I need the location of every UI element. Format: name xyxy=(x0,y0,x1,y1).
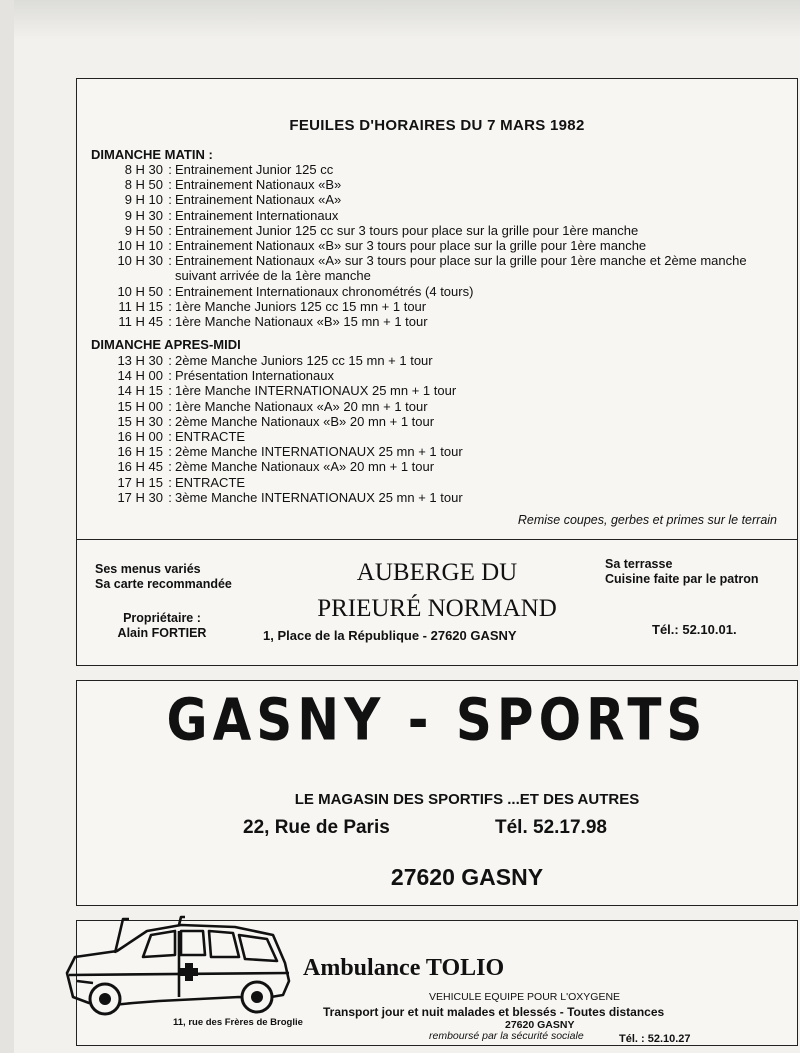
ambulance-transport-note: Transport jour et nuit malades et blessés - Toutes distances xyxy=(323,1005,665,1019)
schedule-time: 9 H 50 xyxy=(124,222,163,238)
ambulance-street: 11, rue des Frères de Broglie xyxy=(173,1017,303,1028)
schedule-row xyxy=(91,353,789,368)
ambulance-ad xyxy=(76,920,798,1046)
schedule-time: 10 H 30 xyxy=(117,253,163,269)
schedule-event: Entrainement Nationaux «B» sur 3 tours pour place sur la grille pour 1ère manche xyxy=(175,238,647,254)
schedule-event: Entrainement Nationaux «A» xyxy=(175,192,342,208)
time-separator: : xyxy=(168,162,172,177)
schedule-row xyxy=(91,192,789,207)
prizes-footnote: Remise coupes, gerbes et primes sur le terrain xyxy=(517,513,777,527)
page-left-edge xyxy=(0,0,14,1053)
schedule-event: Entrainement Internationaux xyxy=(175,207,339,223)
gasny-sports-ad xyxy=(76,680,798,906)
afternoon-heading: DIMANCHE APRES-MIDI xyxy=(91,337,241,352)
schedule-event: Présentation Internationaux xyxy=(175,368,334,384)
time-separator: : xyxy=(168,383,172,399)
time-separator: : xyxy=(168,222,172,238)
schedule-event: 1ère Manche Nationaux «A» 20 mn + 1 tour xyxy=(175,398,428,414)
schedule-time: 17 H 30 xyxy=(117,489,163,505)
auberge-features xyxy=(605,557,759,587)
schedule-row xyxy=(91,383,789,398)
schedule-event: ENTRACTE xyxy=(175,474,246,490)
ambulance-reimbursement: remboursé par la sécurité sociale xyxy=(429,1030,584,1042)
auberge-phone: Tél.: 52.10.01. xyxy=(652,622,737,637)
sports-city: 27620 GASNY xyxy=(390,864,544,890)
schedule-row xyxy=(91,223,789,238)
schedule-row xyxy=(91,399,789,414)
schedule-row xyxy=(91,414,789,429)
sports-tagline: LE MAGASIN DES SPORTIFS ...ET DES AUTRES xyxy=(294,791,640,808)
ambulance-oxygen-note: VEHICULE EQUIPE POUR L'OXYGENE xyxy=(429,991,621,1003)
time-separator: : xyxy=(168,398,172,414)
schedule-time: 9 H 30 xyxy=(124,207,163,223)
schedule-event: 2ème Manche Nationaux «A» 20 mn + 1 tour xyxy=(175,459,435,475)
schedule-time: 15 H 00 xyxy=(117,398,163,414)
time-separator: : xyxy=(168,283,172,299)
schedule-row xyxy=(91,314,789,329)
schedule-event: Entrainement Junior 125 cc sur 3 tours pour place sur la grille pour 1ère manche xyxy=(175,222,639,238)
time-separator: : xyxy=(168,368,172,384)
section-divider xyxy=(77,539,797,540)
schedule-event: Entrainement Nationaux «B» xyxy=(175,177,342,193)
schedule-event: Entrainement Junior 125 cc xyxy=(175,162,334,177)
schedule-time: 16 H 00 xyxy=(117,429,163,445)
auberge-address: 1, Place de la République - 27620 GASNY xyxy=(263,628,517,643)
schedule-time: 11 H 45 xyxy=(118,314,163,330)
auberge-menus-line: Ses menus variés xyxy=(95,562,201,576)
schedule-event: 1ère Manche Juniors 125 cc 15 mn + 1 tour xyxy=(175,298,427,314)
schedule-title: FEUILES D'HORAIRES DU 7 MARS 1982 xyxy=(289,117,585,134)
time-separator: : xyxy=(168,474,172,490)
schedule-time: 8 H 50 xyxy=(124,177,163,193)
schedule-row xyxy=(91,459,789,474)
time-separator: : xyxy=(168,177,172,193)
schedule-row xyxy=(91,444,789,459)
schedule-event: 2ème Manche Juniors 125 cc 15 mn + 1 tour xyxy=(175,353,433,368)
time-separator: : xyxy=(168,489,172,505)
time-separator: : xyxy=(168,238,172,254)
schedule-event: Entrainement Nationaux «A» sur 3 tours pour place sur la grille pour 1ère manche et 2ème manche suivant arrivée de la 1ère manche xyxy=(175,253,747,284)
sports-address: 22, Rue de Paris xyxy=(243,817,390,838)
schedule-event: 1ère Manche Nationaux «B» 15 mn + 1 tour xyxy=(175,314,428,330)
time-separator: : xyxy=(168,413,172,429)
schedule-time: 10 H 50 xyxy=(117,283,163,299)
ambulance-phone: Tél. : 52.10.27 xyxy=(619,1033,691,1045)
sports-phone: Tél. 52.17.98 xyxy=(495,817,607,838)
ambulance-car-icon xyxy=(63,911,293,1021)
schedule-time: 8 H 30 xyxy=(124,162,163,177)
auberge-carte-line: Sa carte recommandée xyxy=(95,577,232,591)
schedule-row xyxy=(91,299,789,314)
schedule-event: 2ème Manche Nationaux «B» 20 mn + 1 tour xyxy=(175,413,435,429)
schedule-time: 9 H 10 xyxy=(124,192,163,208)
schedule-time: 15 H 30 xyxy=(117,413,163,429)
schedule-event: 2ème Manche INTERNATIONAUX 25 mn + 1 tour xyxy=(175,444,463,460)
ambulance-title: Ambulance TOLIO xyxy=(303,955,505,981)
time-separator: : xyxy=(168,459,172,475)
auberge-name-line2: PRIEURÉ NORMAND xyxy=(317,595,557,622)
time-separator: : xyxy=(168,192,172,208)
schedule-row xyxy=(91,238,789,253)
page-top-shading xyxy=(0,0,800,40)
schedule-row xyxy=(91,162,789,177)
schedule-event: 1ère Manche INTERNATIONAUX 25 mn + 1 tour xyxy=(175,383,457,399)
owner-name: Alain FORTIER xyxy=(117,626,207,640)
owner-label: Propriétaire : xyxy=(123,611,201,625)
morning-schedule-list xyxy=(91,162,789,329)
auberge-terrace-line: Sa terrasse xyxy=(605,557,673,571)
time-separator: : xyxy=(168,253,172,269)
time-separator: : xyxy=(168,429,172,445)
auberge-cuisine-line: Cuisine faite par le patron xyxy=(605,572,759,586)
time-separator: : xyxy=(168,314,172,330)
afternoon-schedule-list xyxy=(91,353,789,505)
schedule-time: 17 H 15 xyxy=(117,474,163,490)
auberge-name xyxy=(267,555,607,627)
time-separator: : xyxy=(168,353,172,368)
schedule-time: 16 H 45 xyxy=(117,459,163,475)
schedule-time: 14 H 00 xyxy=(117,368,163,384)
schedule-event: 3ème Manche INTERNATIONAUX 25 mn + 1 tour xyxy=(175,489,463,505)
morning-heading: DIMANCHE MATIN : xyxy=(91,147,213,162)
time-separator: : xyxy=(168,444,172,460)
schedule-event: Entrainement Internationaux chronométrés (4 tours) xyxy=(175,283,474,299)
schedule-row xyxy=(91,208,789,223)
schedule-time: 14 H 15 xyxy=(117,383,163,399)
schedule-time: 11 H 15 xyxy=(118,298,163,314)
auberge-name-line1: AUBERGE DU xyxy=(356,559,518,586)
sports-title: GASNY - SPORTS xyxy=(166,686,708,754)
schedule-row xyxy=(91,284,789,299)
schedule-row xyxy=(91,429,789,444)
time-separator: : xyxy=(168,298,172,314)
schedule-row xyxy=(91,475,789,490)
schedule-row xyxy=(91,490,789,505)
time-separator: : xyxy=(168,207,172,223)
schedule-time: 16 H 15 xyxy=(117,444,163,460)
schedule-row xyxy=(91,253,789,283)
schedule-panel xyxy=(76,78,798,666)
schedule-time: 13 H 30 xyxy=(117,353,163,368)
schedule-row xyxy=(91,177,789,192)
schedule-time: 10 H 10 xyxy=(117,238,163,254)
schedule-row xyxy=(91,368,789,383)
auberge-menu-text xyxy=(95,562,232,592)
schedule-event: ENTRACTE xyxy=(175,429,246,445)
ambulance-city: 27620 GASNY xyxy=(505,1019,575,1031)
auberge-owner xyxy=(107,611,217,641)
